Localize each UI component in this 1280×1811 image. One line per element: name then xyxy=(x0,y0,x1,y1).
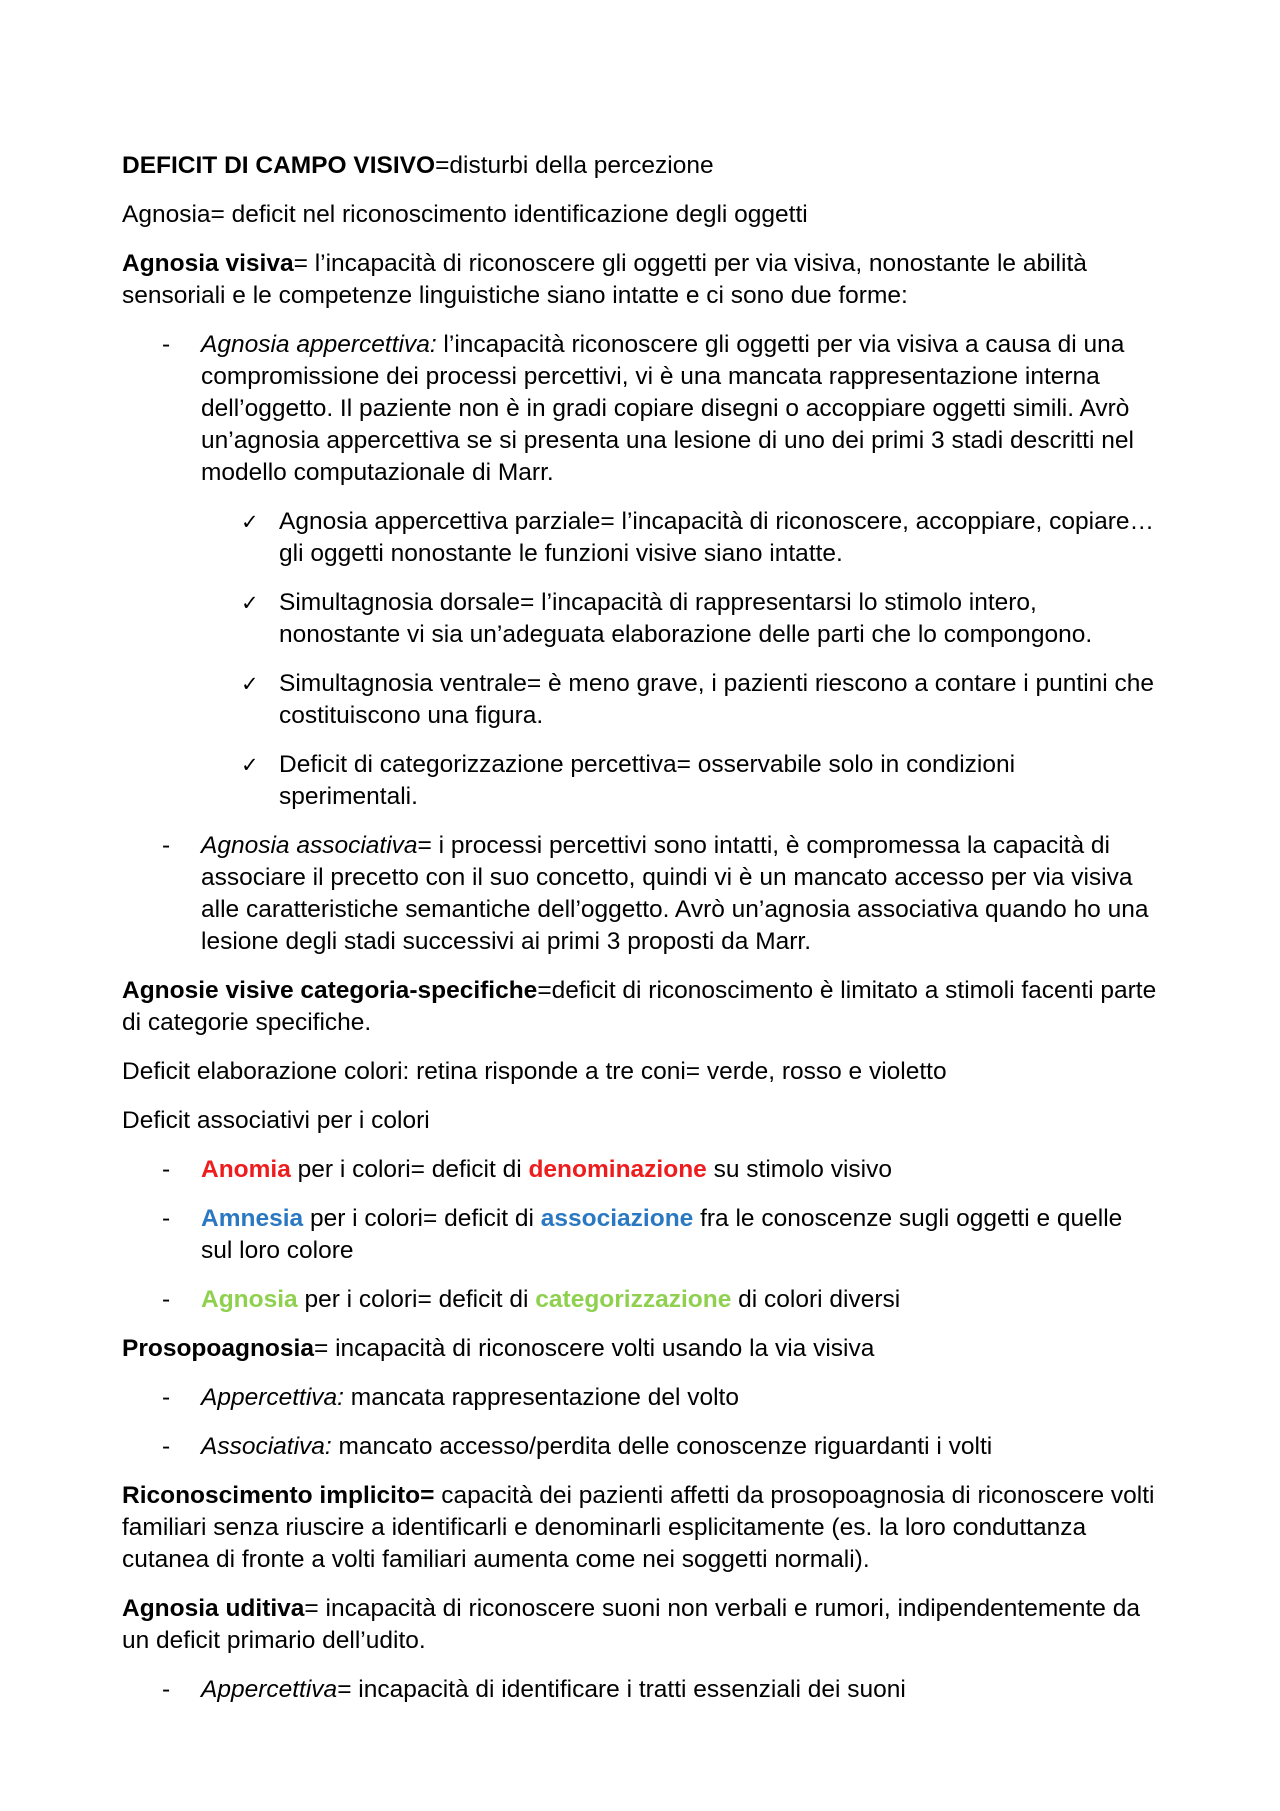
list-item-subtype xyxy=(201,668,1160,732)
list-item-subtype xyxy=(201,506,1160,570)
key-categorizzazione: categorizzazione xyxy=(535,1286,732,1313)
key-associazione: associazione xyxy=(540,1205,694,1232)
definition-prosopoagnosia: = incapacità di riconoscere volti usando la via visiva xyxy=(313,1335,875,1362)
color-deficit-end: fra le conoscenze sugli oggetti e quelle sul loro colore xyxy=(201,1205,1123,1264)
auditory-types-list xyxy=(122,1674,1160,1706)
paragraph-elaborazione-colori: Deficit elaborazione colori: retina risponde a tre coni= verde, rosso e violetto xyxy=(122,1058,947,1085)
term-prosopoagnosia: Prosopoagnosia xyxy=(122,1335,314,1362)
definition-associativa: mancato accesso/perdita delle conoscenze riguardanti i volti xyxy=(331,1433,993,1460)
paragraph-categoria-specifiche xyxy=(122,975,1160,1039)
definition-appercettiva: mancata rappresentazione del volto xyxy=(344,1384,739,1411)
list-item-associativa xyxy=(122,830,1160,958)
list-item-subtype xyxy=(201,749,1160,813)
definition-categoria-specifiche: =deficit di riconoscimento è limitato a stimoli facenti parte di categorie specifiche. xyxy=(122,977,1157,1036)
definition-agnosia-uditiva: = incapacità di riconoscere suoni non verbali e rumori, indipendentemente da un deficit primario dell’udito. xyxy=(122,1595,1140,1654)
checkmark-icon: ✓ xyxy=(241,591,259,615)
term-uditiva-appercettiva: Appercettiva xyxy=(201,1676,338,1703)
color-deficit-end: su stimolo visivo xyxy=(706,1156,892,1183)
list-item-proso-associativa xyxy=(122,1431,1160,1463)
paragraph-deficit-associativi-colori: Deficit associativi per i colori xyxy=(122,1107,430,1134)
color-deficits-list xyxy=(122,1154,1160,1316)
subtype-text: Simultagnosia ventrale= è meno grave, i pazienti riescono a contare i puntini che costituiscono una figura. xyxy=(279,670,1155,729)
list-item-subtype xyxy=(201,587,1160,651)
key-denominazione: denominazione xyxy=(528,1156,707,1183)
paragraph-prosopoagnosia xyxy=(122,1333,1160,1365)
term-amnesia: Amnesia xyxy=(201,1205,304,1232)
definition-agnosia-visiva: = l’incapacità di riconoscere gli oggetti per via visiva, nonostante le abilità sensoriali e le competenze linguistiche siano intatte e ci sono due forme: xyxy=(122,250,1087,309)
paragraph-agnosia-visiva xyxy=(122,248,1160,312)
color-deficit-mid: per i colori= deficit di xyxy=(290,1156,529,1183)
definition-riconoscimento-implicito: capacità dei pazienti affetti da prosopoagnosia di riconoscere volti familiari senza riuscire a identificarli e denominarli esplicitamente (es. la loro conduttanza cutanea di fronte a volti familiari aumenta come nei soggetti normali). xyxy=(122,1482,1155,1573)
color-deficit-mid: per i colori= deficit di xyxy=(297,1286,536,1313)
term-agnosia-uditiva: Agnosia uditiva xyxy=(122,1595,305,1622)
term-agnosia-appercettiva: Agnosia appercettiva: xyxy=(201,331,437,358)
term-agnosia-colori: Agnosia xyxy=(201,1286,298,1313)
term-categoria-specifiche: Agnosie visive categoria-specifiche xyxy=(122,977,538,1004)
subtype-text: Agnosia appercettiva parziale= l’incapacità di riconoscere, accoppiare, copiare…gli oggetti nonostante le funzioni visive siano intatte. xyxy=(279,508,1155,567)
color-deficit-mid: per i colori= deficit di xyxy=(303,1205,541,1232)
appercettiva-subtypes-list xyxy=(201,506,1160,813)
heading-bold: DEFICIT DI CAMPO VISIVO xyxy=(122,152,436,179)
subtype-text: Simultagnosia dorsale= l’incapacità di rappresentarsi lo stimolo intero, nonostante vi sia un’adeguata elaborazione delle parti che lo compongono. xyxy=(279,589,1093,648)
visual-agnosia-forms-list xyxy=(122,329,1160,958)
definition-agnosia-associativa: = i processi percettivi sono intatti, è compromessa la capacità di associare il precetto con il suo concetto, quindi vi è un mancato accesso per via visiva alle caratteristiche semantiche dell’oggetto. Avrò un’agnosia associativa quando ho una lesione degli stadi successivi ai primi 3 proposti da Marr. xyxy=(201,832,1149,955)
term-associativa: Associativa: xyxy=(201,1433,332,1460)
prosopoagnosia-types-list xyxy=(122,1382,1160,1463)
definition-agnosia-appercettiva: l’incapacità riconoscere gli oggetti per via visiva a causa di una compromissione dei processi percettivi, vi è una mancata rappresentazione interna dell’oggetto. Il paziente non è in gradi copiare disegni o accoppiare oggetti simili. Avrò un’agnosia appercettiva se si presenta una lesione di uno dei primi 3 stadi descritti nel modello computazionale di Marr. xyxy=(201,331,1134,486)
list-item-amnesia xyxy=(122,1203,1160,1267)
definition-uditiva-appercettiva: = incapacità di identificare i tratti essenziali dei suoni xyxy=(337,1676,906,1703)
subtype-text: Deficit di categorizzazione percettiva= osservabile solo in condizioni sperimentali. xyxy=(279,751,1016,810)
heading-deficit-campo-visivo xyxy=(122,150,1160,182)
paragraph-riconoscimento-implicito xyxy=(122,1480,1160,1576)
term-riconoscimento-implicito: Riconoscimento implicito= xyxy=(122,1482,435,1509)
list-item-uditiva-appercettiva xyxy=(122,1674,1160,1706)
heading-rest: =disturbi della percezione xyxy=(435,152,714,179)
paragraph-agnosia: Agnosia= deficit nel riconoscimento identificazione degli oggetti xyxy=(122,201,808,228)
term-agnosia-visiva: Agnosia visiva xyxy=(122,250,294,277)
checkmark-icon: ✓ xyxy=(241,510,259,534)
color-deficit-end: di colori diversi xyxy=(731,1286,901,1313)
checkmark-icon: ✓ xyxy=(241,672,259,696)
term-appercettiva: Appercettiva: xyxy=(201,1384,344,1411)
list-item-agnosia-colori xyxy=(122,1284,1160,1316)
paragraph-agnosia-uditiva xyxy=(122,1593,1160,1657)
term-anomia: Anomia xyxy=(201,1156,291,1183)
list-item-appercettiva xyxy=(122,329,1160,813)
term-agnosia-associativa: Agnosia associativa xyxy=(201,832,418,859)
checkmark-icon: ✓ xyxy=(241,753,259,777)
list-item-anomia xyxy=(122,1154,1160,1186)
list-item-proso-appercettiva xyxy=(122,1382,1160,1414)
